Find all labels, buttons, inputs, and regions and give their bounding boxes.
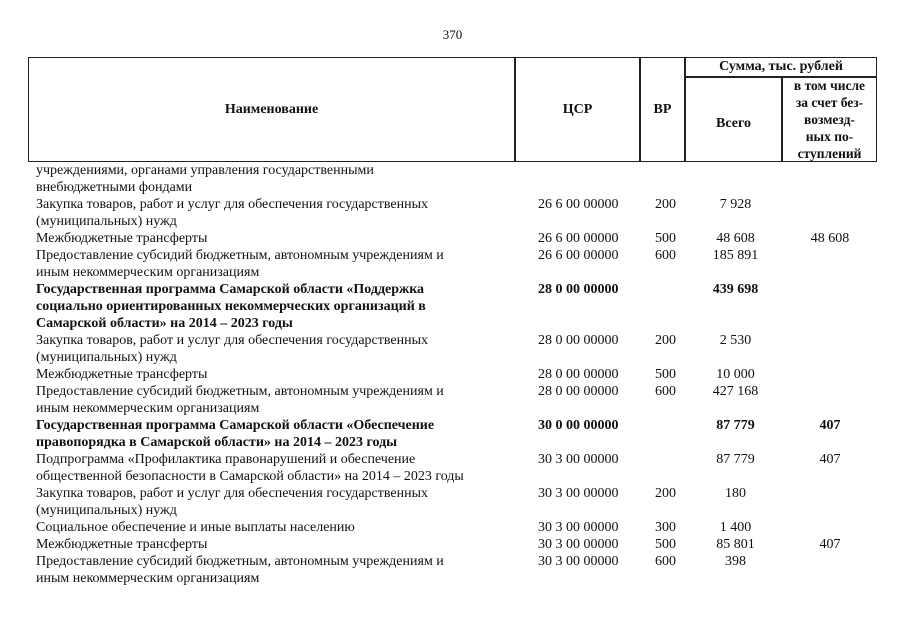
row-name	[36, 196, 500, 230]
row-name-line: Предоставление субсидий бюджетным, автономным учреждениям и	[36, 384, 444, 399]
row-name-line: (муниципальных) нужд	[36, 350, 177, 365]
row-name-line: (муниципальных) нужд	[36, 214, 177, 229]
row-subsidy	[783, 485, 877, 519]
row-name-line: Самарской области» на 2014 – 2023 годы	[36, 316, 293, 331]
row-total: 7 928	[719, 197, 752, 212]
row-csr: 28 0 00 00000	[538, 384, 619, 399]
row-vr	[643, 417, 688, 451]
row-name-line: Закупка товаров, работ и услуг для обеспечения государственных	[36, 197, 429, 212]
row-name	[36, 485, 500, 519]
row-name-line: Межбюджетные трансферты	[36, 367, 208, 382]
row-csr: 28 0 00 00000	[538, 367, 619, 382]
row-subsidy	[783, 247, 877, 281]
row-total: 85 801	[716, 537, 755, 552]
row-csr: 30 0 00 00000	[538, 418, 619, 433]
row-total: 398	[725, 554, 746, 569]
row-vr	[643, 451, 688, 485]
row-csr	[500, 162, 643, 196]
table-row	[36, 230, 877, 247]
row-csr: 26 6 00 00000	[538, 231, 619, 246]
header-subsidy-line: за счет без-	[795, 95, 864, 110]
table-row	[36, 366, 877, 383]
row-total	[688, 162, 783, 196]
row-vr: 200	[655, 197, 676, 212]
row-vr: 600	[655, 384, 676, 399]
row-vr: 600	[655, 554, 676, 569]
row-csr: 26 6 00 00000	[538, 197, 619, 212]
table-row	[36, 247, 877, 281]
header-subsidy-line: возмезд-	[804, 112, 855, 127]
row-name-line: Предоставление субсидий бюджетным, автономным учреждениям и	[36, 554, 444, 569]
row-name	[36, 536, 500, 553]
row-subsidy	[783, 332, 877, 366]
row-subsidy: 407	[819, 452, 841, 467]
row-name-line: Межбюджетные трансферты	[36, 537, 208, 552]
header-subsidy-line: ступлений	[797, 146, 862, 161]
header-subsidy	[783, 78, 876, 161]
row-csr: 30 3 00 00000	[538, 520, 619, 535]
row-name-line: Межбюджетные трансферты	[36, 231, 208, 246]
row-name-line: иным некоммерческим организациям	[36, 571, 260, 586]
row-vr: 200	[655, 333, 676, 348]
row-vr	[643, 162, 688, 196]
row-name-line: внебюджетными фондами	[36, 180, 193, 195]
table-row	[36, 485, 877, 519]
row-csr: 26 6 00 00000	[538, 248, 619, 263]
header-vr: ВР	[653, 101, 672, 117]
row-name	[36, 553, 500, 587]
row-total: 185 891	[712, 248, 759, 263]
row-vr: 500	[655, 367, 676, 382]
row-name	[36, 332, 500, 366]
row-csr: 30 3 00 00000	[538, 554, 619, 569]
row-subsidy	[783, 162, 877, 196]
row-subsidy: 407	[819, 418, 841, 433]
row-vr: 500	[655, 231, 676, 246]
row-name-line: (муниципальных) нужд	[36, 503, 177, 518]
row-vr: 500	[655, 537, 676, 552]
row-vr: 300	[655, 520, 676, 535]
row-subsidy	[783, 383, 877, 417]
row-name	[36, 417, 500, 451]
row-csr: 30 3 00 00000	[538, 486, 619, 501]
table-row	[36, 519, 877, 536]
header-subsidy-line: ных по-	[805, 129, 854, 144]
row-name-line: Закупка товаров, работ и услуг для обеспечения государственных	[36, 486, 429, 501]
row-total: 439 698	[712, 282, 759, 297]
row-subsidy	[783, 519, 877, 536]
row-subsidy: 407	[819, 537, 841, 552]
row-name: Подпрограмма «Профилактика правонарушений и обеспечение общественной безопасности в Самарской области» на 2014 – 2023 годы	[36, 451, 500, 485]
header-subsidy-line: в том числе	[793, 78, 866, 93]
row-total: 48 608	[716, 231, 755, 246]
row-subsidy	[783, 553, 877, 587]
header-csr: ЦСР	[562, 101, 593, 117]
table-row	[36, 553, 877, 587]
table-row	[36, 162, 877, 196]
row-name	[36, 281, 500, 332]
row-name-line: Государственная программа Самарской области «Поддержка	[36, 282, 425, 297]
row-csr: 30 3 00 00000	[538, 537, 619, 552]
row-name	[36, 230, 500, 247]
row-name	[36, 519, 500, 536]
row-subsidy	[783, 366, 877, 383]
row-name-line: Закупка товаров, работ и услуг для обеспечения государственных	[36, 333, 429, 348]
row-name	[36, 366, 500, 383]
table-row	[36, 451, 877, 485]
row-name-line: учреждениями, органами управления государственными	[36, 163, 374, 178]
table-row	[36, 196, 877, 230]
row-csr: 28 0 00 00000	[538, 282, 619, 297]
header-name: Наименование	[224, 101, 319, 117]
row-name	[36, 162, 500, 196]
row-total: 87 779	[716, 418, 755, 433]
row-vr: 200	[655, 486, 676, 501]
row-name-line: правопорядка в Самарской области» на 2014 – 2023 годы	[36, 435, 398, 450]
table-row	[36, 281, 877, 332]
table-row	[36, 536, 877, 553]
table-body	[36, 162, 877, 587]
row-total: 180	[725, 486, 746, 501]
row-name-line: иным некоммерческим организациям	[36, 265, 260, 280]
row-name-line: Подпрограмма «Профилактика правонарушений и обеспечение	[36, 452, 416, 467]
row-name-line: иным некоммерческим организациям	[36, 401, 260, 416]
row-name-line: социально ориентированных некоммерческих организаций в	[36, 299, 426, 314]
row-vr: 600	[655, 248, 676, 263]
row-subsidy	[783, 196, 877, 230]
table-row	[36, 383, 877, 417]
row-total: 2 530	[719, 333, 752, 348]
header-sum-group: Сумма, тыс. рублей	[719, 59, 843, 74]
row-total: 427 168	[712, 384, 759, 399]
row-name-line: Предоставление субсидий бюджетным, автономным учреждениям и	[36, 248, 444, 263]
table-row	[36, 332, 877, 366]
row-name	[36, 383, 500, 417]
row-vr	[643, 281, 688, 332]
table-header	[28, 57, 877, 162]
row-name-line: Государственная программа Самарской области «Обеспечение	[36, 418, 435, 433]
row-subsidy: 48 608	[810, 231, 850, 246]
row-name-line: Социальное обеспечение и иные выплаты населению	[36, 520, 355, 535]
row-csr: 30 3 00 00000	[538, 452, 619, 467]
row-total: 87 779	[716, 452, 755, 467]
table-row	[36, 417, 877, 451]
row-csr: 28 0 00 00000	[538, 333, 619, 348]
row-total: 1 400	[719, 520, 752, 535]
page-number: 370	[442, 27, 463, 42]
row-total: 10 000	[716, 367, 755, 382]
row-subsidy	[783, 281, 877, 332]
row-name	[36, 247, 500, 281]
header-total: Всего	[716, 115, 751, 131]
